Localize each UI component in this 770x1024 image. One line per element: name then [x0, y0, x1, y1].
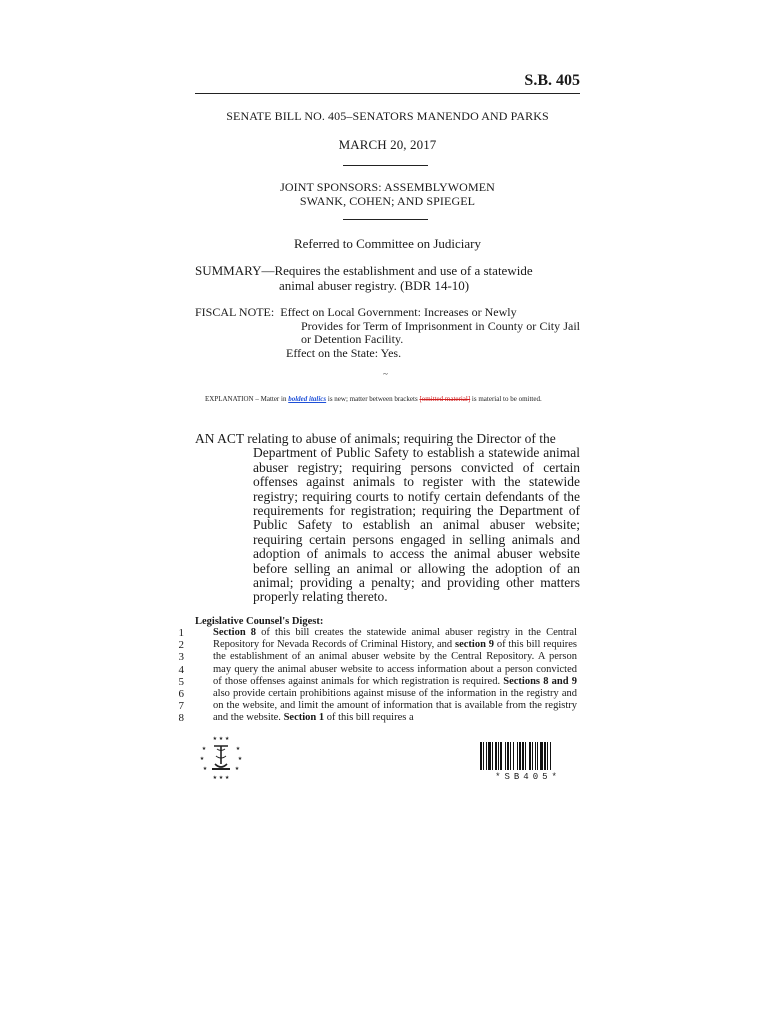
barcode-text: *SB405*: [495, 772, 561, 782]
line-number: 2: [178, 639, 184, 652]
svg-text:★ ★ ★: ★ ★ ★: [212, 775, 230, 780]
svg-text:★: ★: [199, 756, 205, 762]
summary-label: SUMMARY—: [195, 263, 275, 278]
barcode-icon: [480, 742, 576, 770]
act-lead: AN ACT relating to abuse of animals; requiring the Director of the: [195, 431, 556, 446]
summary-line2: animal abuser registry. (BDR 14-10): [279, 278, 470, 293]
ref-sections-8-9: Sections 8 and 9: [503, 675, 577, 687]
joint-sponsors-line1: JOINT SPONSORS: ASSEMBLYWOMEN: [280, 180, 495, 194]
fiscal-local-effect: Effect on Local Government: Increases or Newly: [280, 305, 517, 319]
svg-text:★: ★: [201, 746, 207, 752]
ref-section-9: section 9: [455, 639, 494, 651]
line-number: 8: [178, 712, 184, 725]
line-number: 6: [178, 688, 184, 701]
line-numbers: [170, 627, 184, 725]
explanation-suffix: is material to be omitted.: [471, 395, 542, 403]
svg-text:★: ★: [237, 756, 243, 762]
line-number: 4: [178, 663, 184, 676]
nevada-state-seal-icon: [198, 734, 244, 780]
explanation-prefix: EXPLANATION – Matter in: [205, 395, 287, 403]
bill-date: MARCH 20, 2017: [338, 137, 437, 152]
explanation-note: [205, 395, 542, 403]
svg-text:★: ★: [234, 766, 240, 772]
ref-section-8: Section 8: [213, 627, 257, 638]
digest-text-d: of this bill requires a: [326, 712, 414, 724]
summary: [195, 263, 580, 293]
committee-referral: Referred to Committee on Judiciary: [293, 236, 481, 251]
svg-text:★ ★ ★: ★ ★ ★: [212, 736, 230, 742]
summary-line1: Requires the establishment and use of a statewide: [274, 263, 533, 278]
explanation-mid: is new; matter between brackets: [327, 395, 418, 403]
line-number: 5: [178, 675, 184, 688]
digest-text-c: also provide certain prohibitions against misuse of the information in the registry and on the website, and limit the amount of information that is available from the registry and the website.: [213, 688, 577, 724]
line-number: 7: [178, 700, 184, 713]
fiscal-note-label: FISCAL NOTE:: [195, 305, 275, 319]
explanation-new-sample: bolded italics: [288, 395, 327, 403]
bill-number: S.B. 405: [524, 72, 580, 89]
header-rule: [195, 93, 580, 94]
joint-sponsors-line2: SWANK, COHEN; AND SPIEGEL: [299, 194, 476, 208]
ref-section-1: Section 1: [283, 712, 325, 724]
act-body: Department of Public Safety to establish a statewide animal abuser registry; requiring persons convicted of certain offenses against animals to register with the statewide registry; requiring courts to notify certain defendants of the requirements for registration; requiring the Department of Public Safety to establish an animal abuser website; requiring certain persons engaged in selling animals and adoption of animals to access the animal abuser website before selling an animal or allowing the adoption of an animal; providing a penalty; and providing other matters properly relating thereto.: [253, 445, 580, 605]
svg-text:★: ★: [235, 746, 241, 752]
digest-text: [195, 627, 577, 725]
digest-text-a: of this bill creates the statewide animal abuser registry in the Central Repository for Nevada Records of Criminal History, and: [213, 627, 577, 651]
fiscal-note: [195, 306, 580, 360]
bill-title: SENATE BILL NO. 405–SENATORS MANENDO AND PARKS: [226, 109, 549, 123]
fiscal-state-effect: Effect on the State: Yes.: [286, 345, 402, 360]
section-divider-mark: ~: [383, 369, 388, 379]
digest-title: Legislative Counsel's Digest:: [195, 616, 324, 627]
svg-text:★: ★: [202, 766, 208, 772]
line-number: 1: [178, 627, 184, 639]
divider-1: [343, 165, 428, 166]
explanation-omit-sample: [omitted material]: [419, 395, 471, 403]
line-number: 3: [178, 651, 184, 664]
fiscal-local-effect-cont: Provides for Term of Imprisonment in County or City Jail or Detention Facility.: [301, 318, 580, 346]
digest-text-b: of this bill requires the establishment of an animal abuser website by the Central Repository. A person may query the animal abuser website to access information about a person convicted of those offenses against animals for which registration is required.: [213, 639, 578, 687]
act-preamble: [195, 432, 580, 605]
divider-2: [343, 219, 428, 220]
